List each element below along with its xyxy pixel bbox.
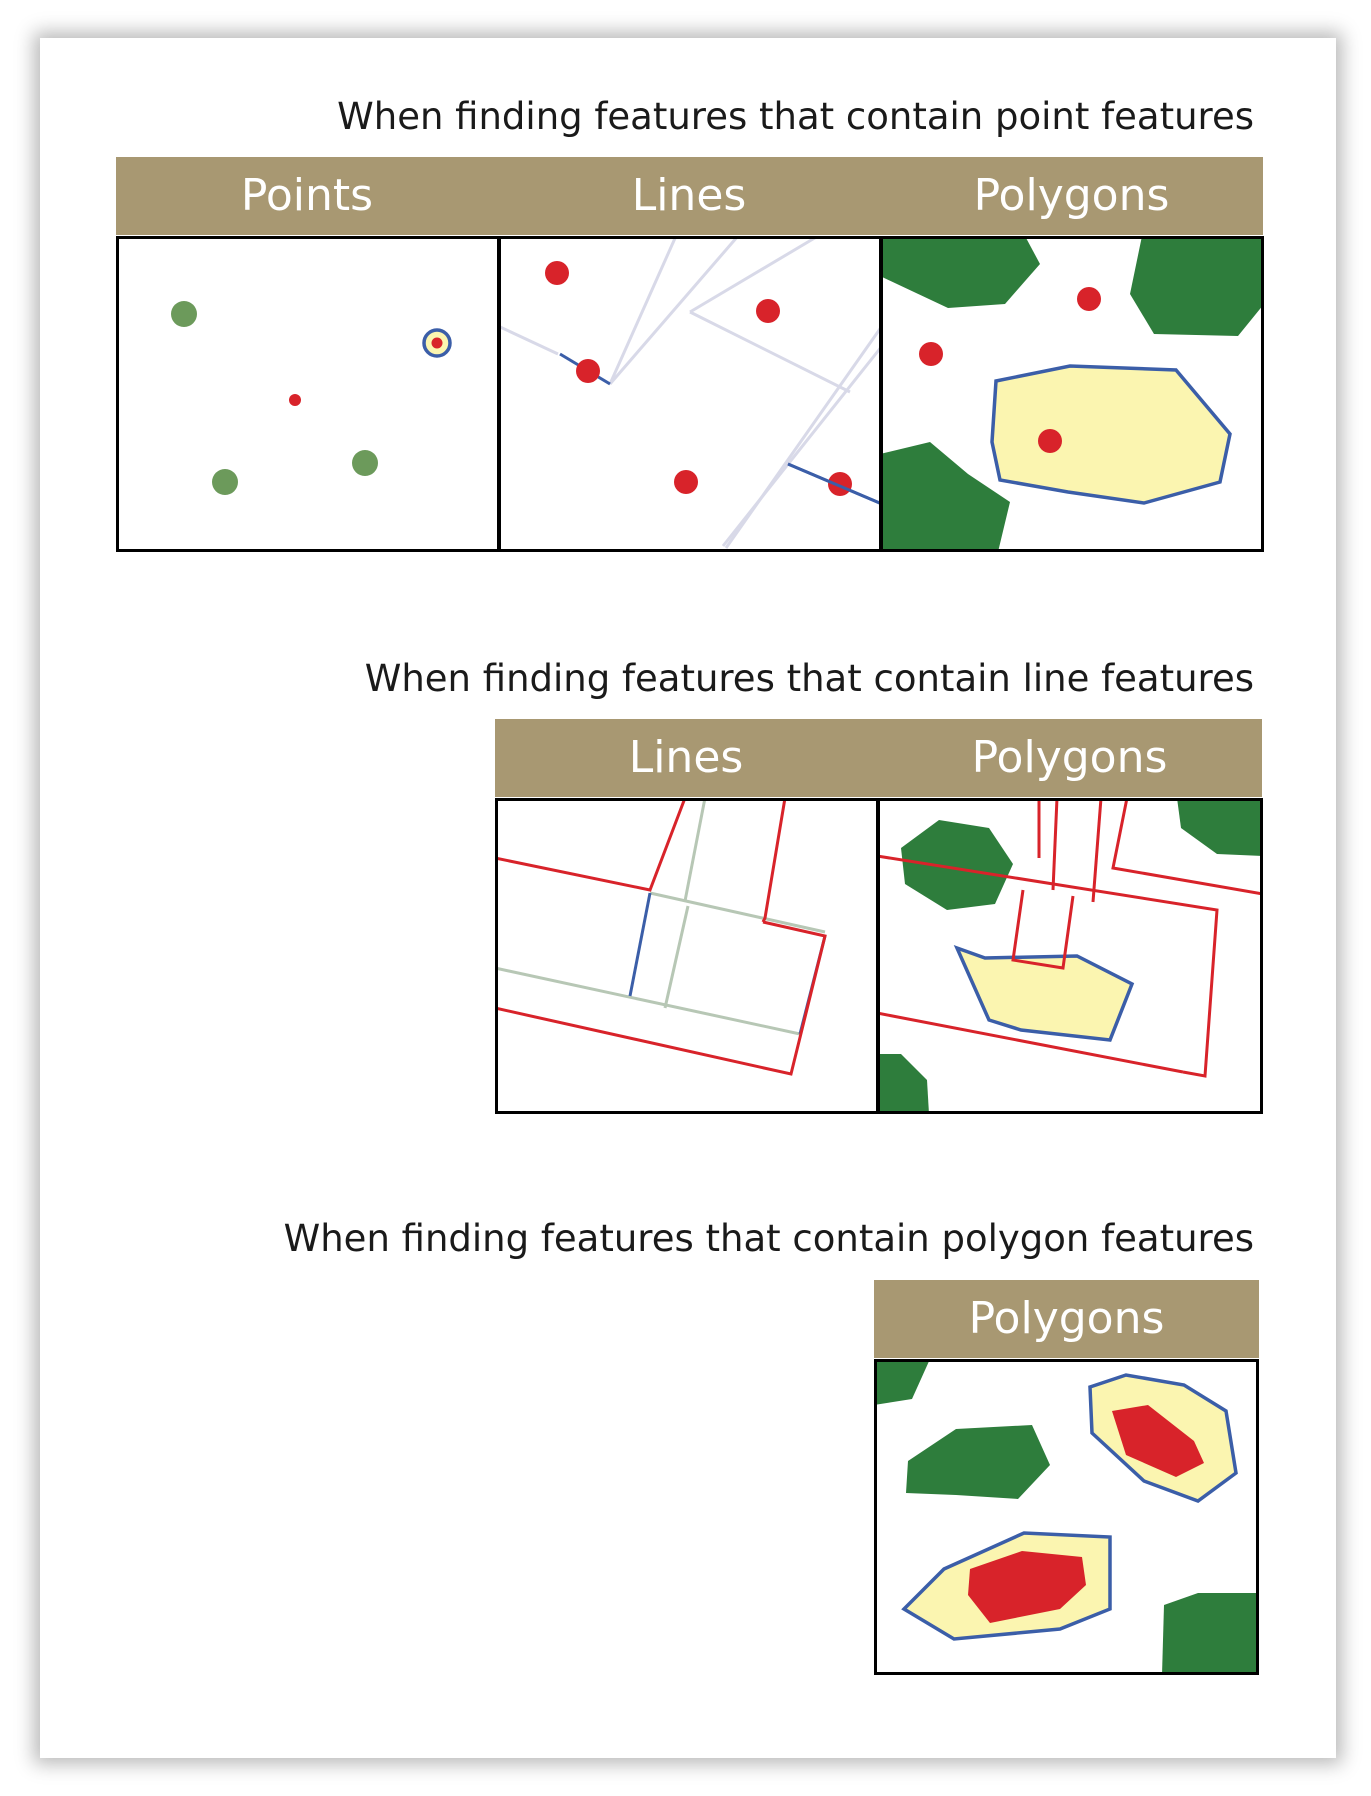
red-point [1077,287,1101,311]
panel-lines-polygons [877,798,1263,1114]
section-3-header-polygons: Polygons [968,1293,1165,1344]
panel-points-points [116,236,500,552]
section-1-header-bar [116,157,1263,235]
section-3-header-bar [874,1280,1259,1358]
panel-polygons-polygons [874,1359,1259,1675]
red-point [674,470,698,494]
red-point [919,342,943,366]
green-polygon [1130,236,1264,336]
section-2-header-polygons: Polygons [971,732,1168,783]
panel-points-lines [498,236,882,552]
red-point [545,261,569,285]
red-point [289,394,301,406]
section-1-header-points: Points [240,170,374,221]
selected-point [432,338,443,349]
section-2-header-lines: Lines [628,732,744,783]
section-1-header-lines: Lines [631,170,747,221]
green-point [212,469,238,495]
green-point [171,301,197,327]
section-1-header-polygons: Polygons [973,170,1170,221]
red-point [576,359,600,383]
green-point [352,450,378,476]
panel-lines-lines [495,798,879,1114]
green-polygon [1162,1593,1258,1675]
panel-points-polygons [880,236,1264,552]
section-3-caption: When finding features that contain polygon features [283,1217,1254,1260]
red-point [756,299,780,323]
section-1-caption: When finding features that contain point features [337,95,1254,138]
section-2-caption: When finding features that contain line features [364,657,1254,700]
red-point [1038,429,1062,453]
section-2-header-bar [495,719,1262,797]
